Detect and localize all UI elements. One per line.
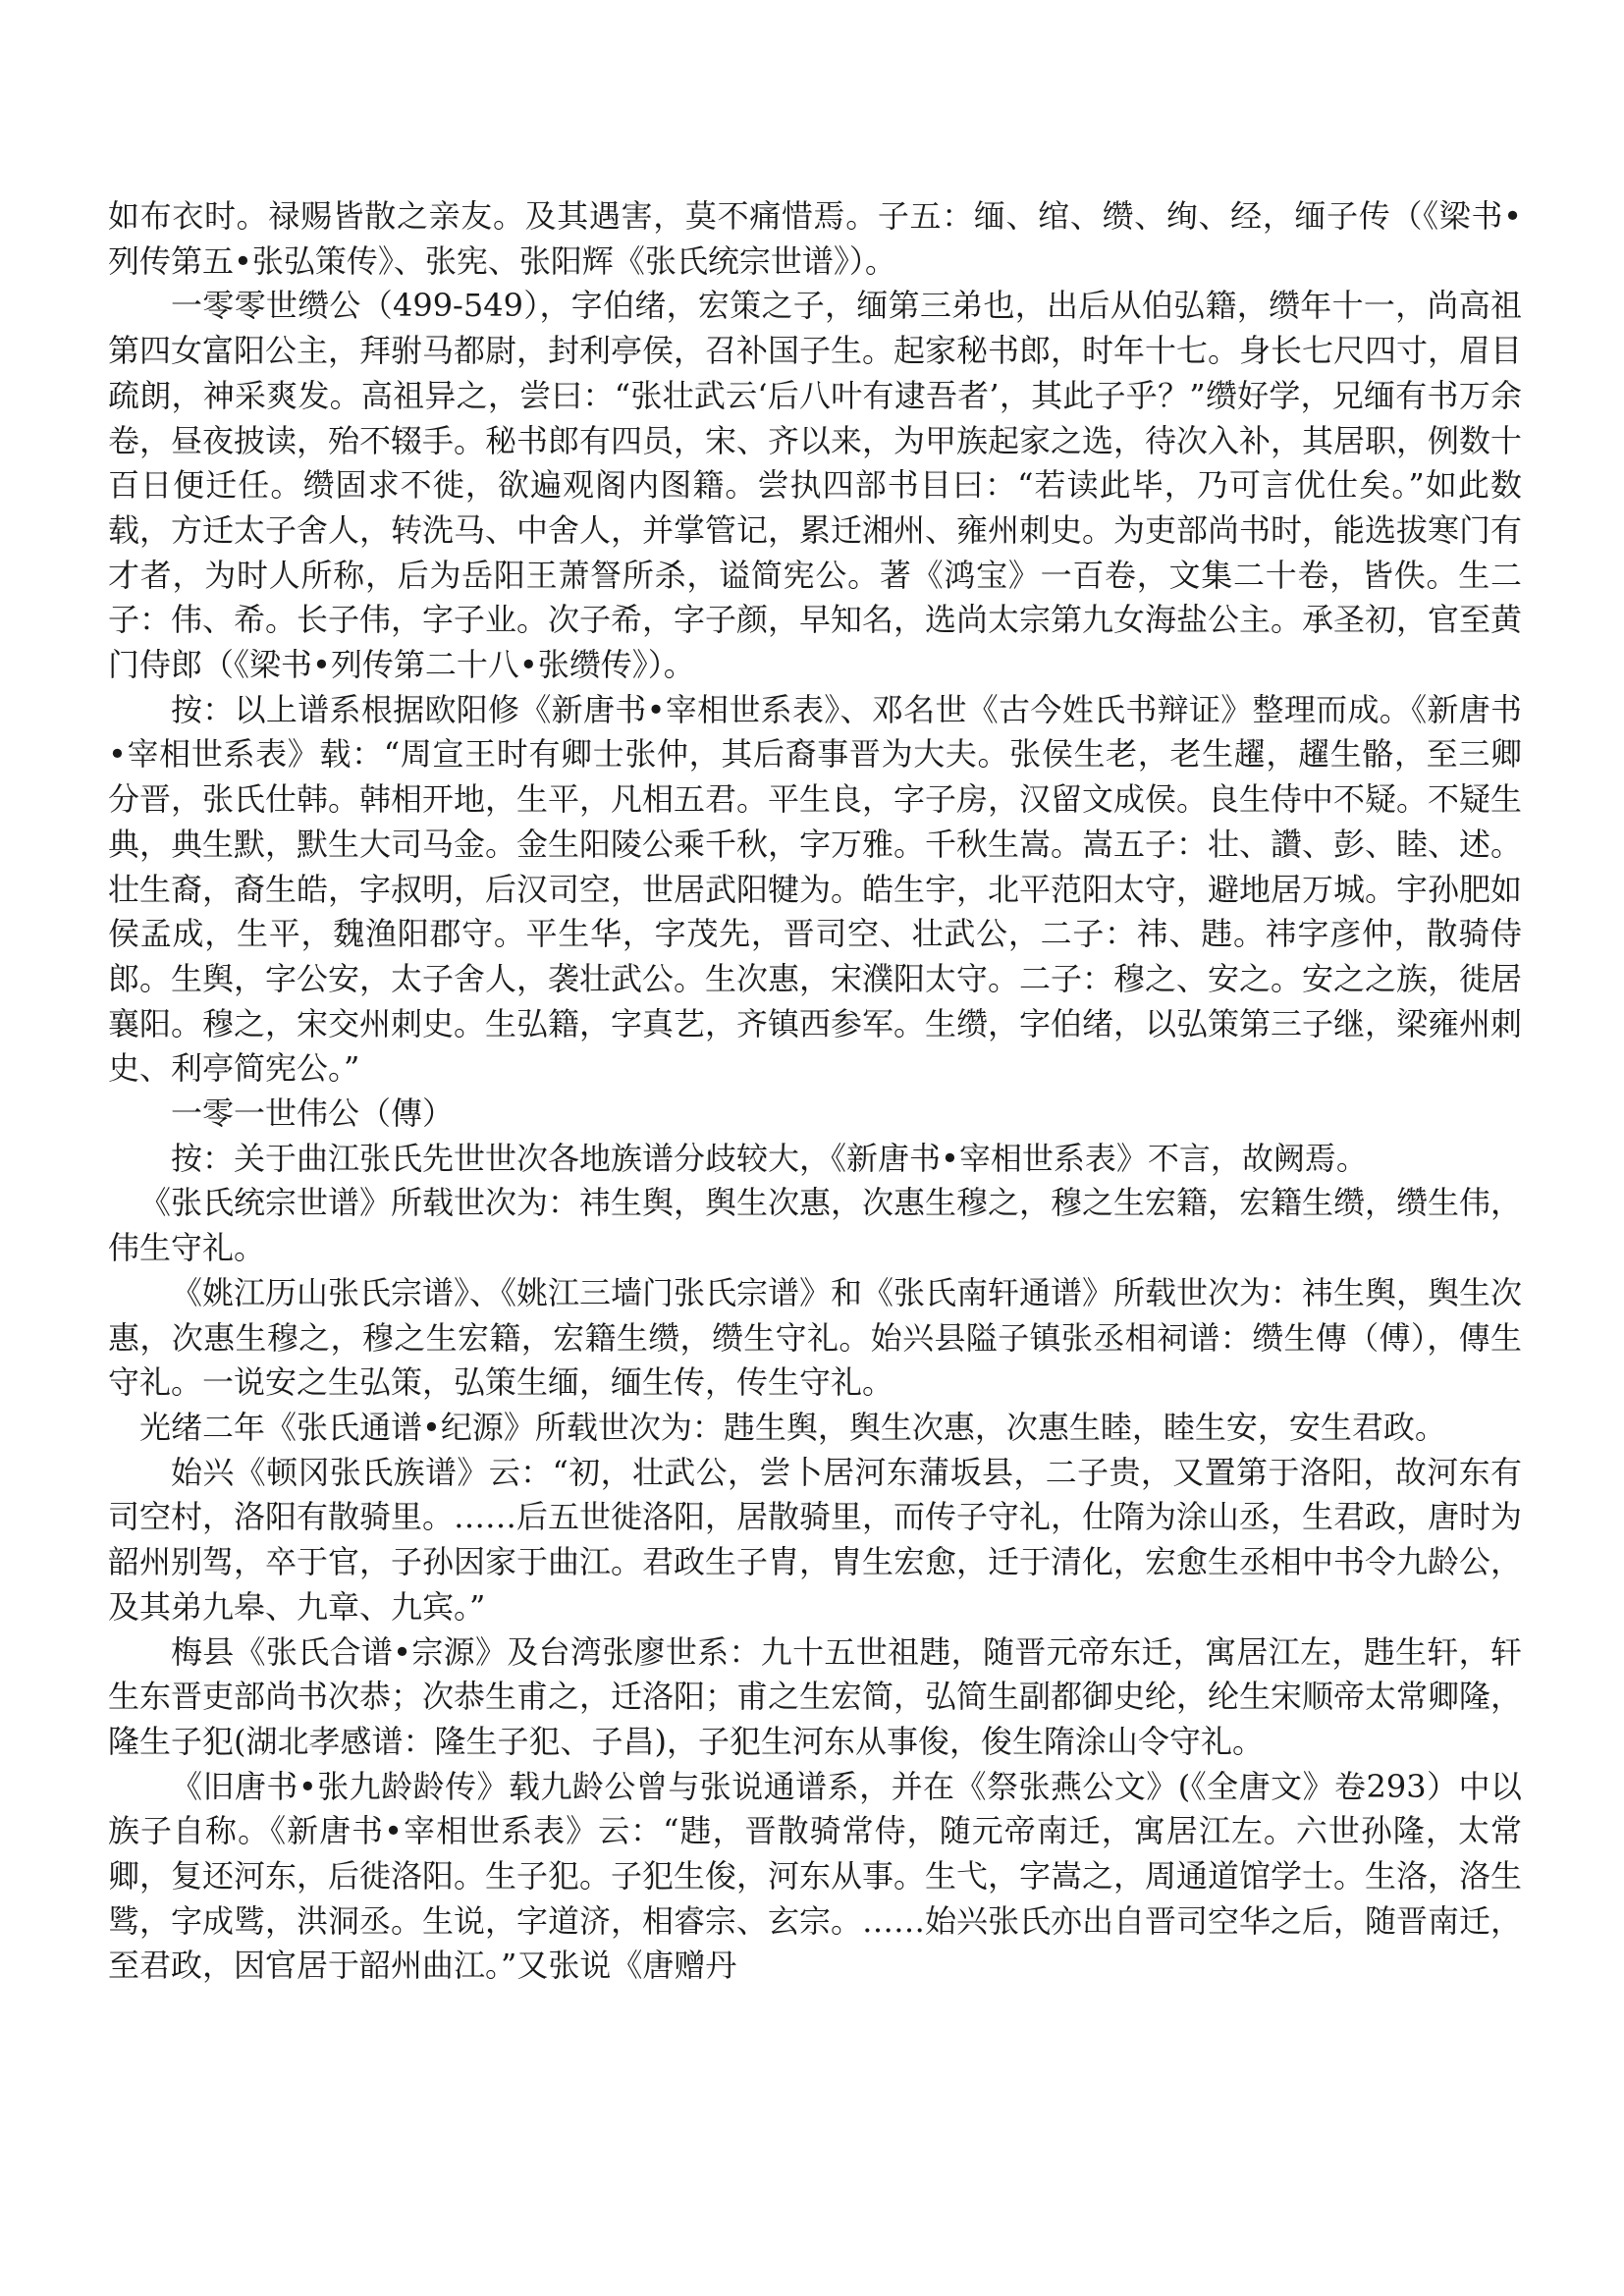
paragraph: 光绪二年《张氏通谱•纪源》所载世次为：韪生舆，舆生次惠，次惠生睦，睦生安，安生君政。: [139, 1408, 1446, 1446]
paragraph: 一零零世缵公（499-549），字伯绪，宏策之子，缅第三弟也，出后从伯弘籍，缵年十一，尚高祖第四女富阳公主，拜驸马都尉，封利亭侯，召补国子生。起家秘书郎，时年十七。身长七尺四寸，眉目疏朗，神采爽发。高祖异之，尝曰：“张壮武云‘后八叶有逮吾者’，其此子乎？”缵好学，兄缅有书万余卷，昼夜披读，殆不辍手。秘书郎有四员，宋、齐以来，为甲族起家之选，待次入补，其居职，例数十百日便迁任。缵固求不徙，欲遍观阁内图籍。尝执四部书目曰：“若读此毕，乃可言优仕矣。”如此数载，方迁太子舍人，转洗马、中舍人，并掌管记，累迁湘州、雍州刺史。为吏部尚书时，能选拔寒门有才者，为时人所称，后为岳阳王萧詧所杀，谥简宪公。著《鸿宝》一百卷，文集二十卷，皆佚。生二子：伟、希。长子伟，字子业。次子希，字子颜，早知名，选尚太宗第九女海盐公主。承圣初，官至黄门侍郎（《梁书•列传第二十八•张缵传》）。: [108, 287, 1523, 684]
paragraph: 按：以上谱系根据欧阳修《新唐书•宰相世系表》、邓名世《古今姓氏书辩证》整理而成。《新唐书•宰相世系表》载：“周宣王时有卿士张仲，其后裔事晋为大夫。张侯生老，老生趯，趯生骼，至三卿分晋，张氏仕韩。韩相开地，生平，凡相五君。平生良，字子房，汉留文成侯。良生侍中不疑。不疑生典，典生默，默生大司马金。金生阳陵公乘千秋，字万雅。千秋生嵩。嵩五子：壮、讚、彭、睦、述。壮生裔，裔生皓，字叔明，后汉司空，世居武阳犍为。皓生宇，北平范阳太守，避地居万城。宇孙肥如侯孟成，生平，魏渔阳郡守。平生华，字茂先，晋司空、壮武公，二子：祎、韪。祎字彦仲，散骑侍郎。生舆，字公安，太子舍人，袭壮武公。生次惠，宋濮阳太守。二子：穆之、安之。安之之族，徙居襄阳。穆之，宋交州刺史。生弘籍，字真艺，齐镇西参军。生缵，字伯绪，以弘策第三子继，梁雍州刺史、利亭简宪公。”: [108, 690, 1523, 1088]
paragraph: 如布衣时。禄赐皆散之亲友。及其遇害，莫不痛惜焉。子五：缅、绾、缵、绚、经，缅子传（《梁书•列传第五•张弘策传》、张宪、张阳辉《张氏统宗世谱》）。: [108, 197, 1522, 280]
paragraph: 始兴《顿冈张氏族谱》云：“初，壮武公，尝卜居河东蒲坂县，二子贵，又置第于洛阳，故河东有司空村，洛阳有散骑里。……后五世徙洛阳，居散骑里，而传子守礼，仕隋为涂山丞，生君政，唐时为韶州别驾，卒于官，子孙因家于曲江。君政生子胄，胄生宏愈，迁于清化，宏愈生丞相中书令九龄公，及其弟九皋、九章、九宾。”: [108, 1453, 1523, 1626]
paragraph: 《姚江历山张氏宗谱》、《姚江三墙门张氏宗谱》和《张氏南轩通谱》所载世次为：祎生舆，舆生次惠，次惠生穆之，穆之生宏籍，宏籍生缵，缵生守礼。始兴县隘子镇张丞相祠谱：缵生傳（傅），傳生守礼。一说安之生弘策，弘策生缅，缅生传，传生守礼。: [108, 1273, 1523, 1402]
paragraph: 梅县《张氏合谱•宗源》及台湾张廖世系：九十五世祖韪，随晋元帝东迁，寓居江左，韪生轩，轩生东晋吏部尚书次恭；次恭生甫之，迁洛阳；甫之生宏简，弘简生副都御史纶，纶生宋顺帝太常卿隆，隆生子犯(湖北孝感谱：隆生子犯、子昌)，子犯生河东从事俊，俊生隋涂山令守礼。: [108, 1632, 1523, 1760]
paragraph: 《旧唐书•张九龄龄传》载九龄公曾与张说通谱系，并在《祭张燕公文》(《全唐文》卷293）中以族子自称。《新唐书•宰相世系表》云：“韪，晋散骑常侍，随元帝南迁，寓居江左。六世孙隆，太常卿，复还河东，后徙洛阳。生子犯。子犯生俊，河东从事。生弋，字嵩之，周通道馆学士。生洛，洛生骘，字成骘，洪洞丞。生说，字道济，相睿宗、玄宗。……始兴张氏亦出自晋司空华之后，随晋南迁，至君政，因官居于韶州曲江。”又张说《唐赠丹: [108, 1767, 1523, 1985]
paragraph: 《张氏统宗世谱》所载世次为：祎生舆，舆生次惠，次惠生穆之，穆之生宏籍，宏籍生缵，缵生伟，伟生守礼。: [108, 1184, 1523, 1267]
document-page: [108, 194, 1522, 1989]
paragraph: 一零一世伟公（傳）: [171, 1095, 455, 1133]
paragraph: 按：关于曲江张氏先世世次各地族谱分歧较大，《新唐书•宰相世系表》不言，故阙焉。: [171, 1139, 1368, 1177]
